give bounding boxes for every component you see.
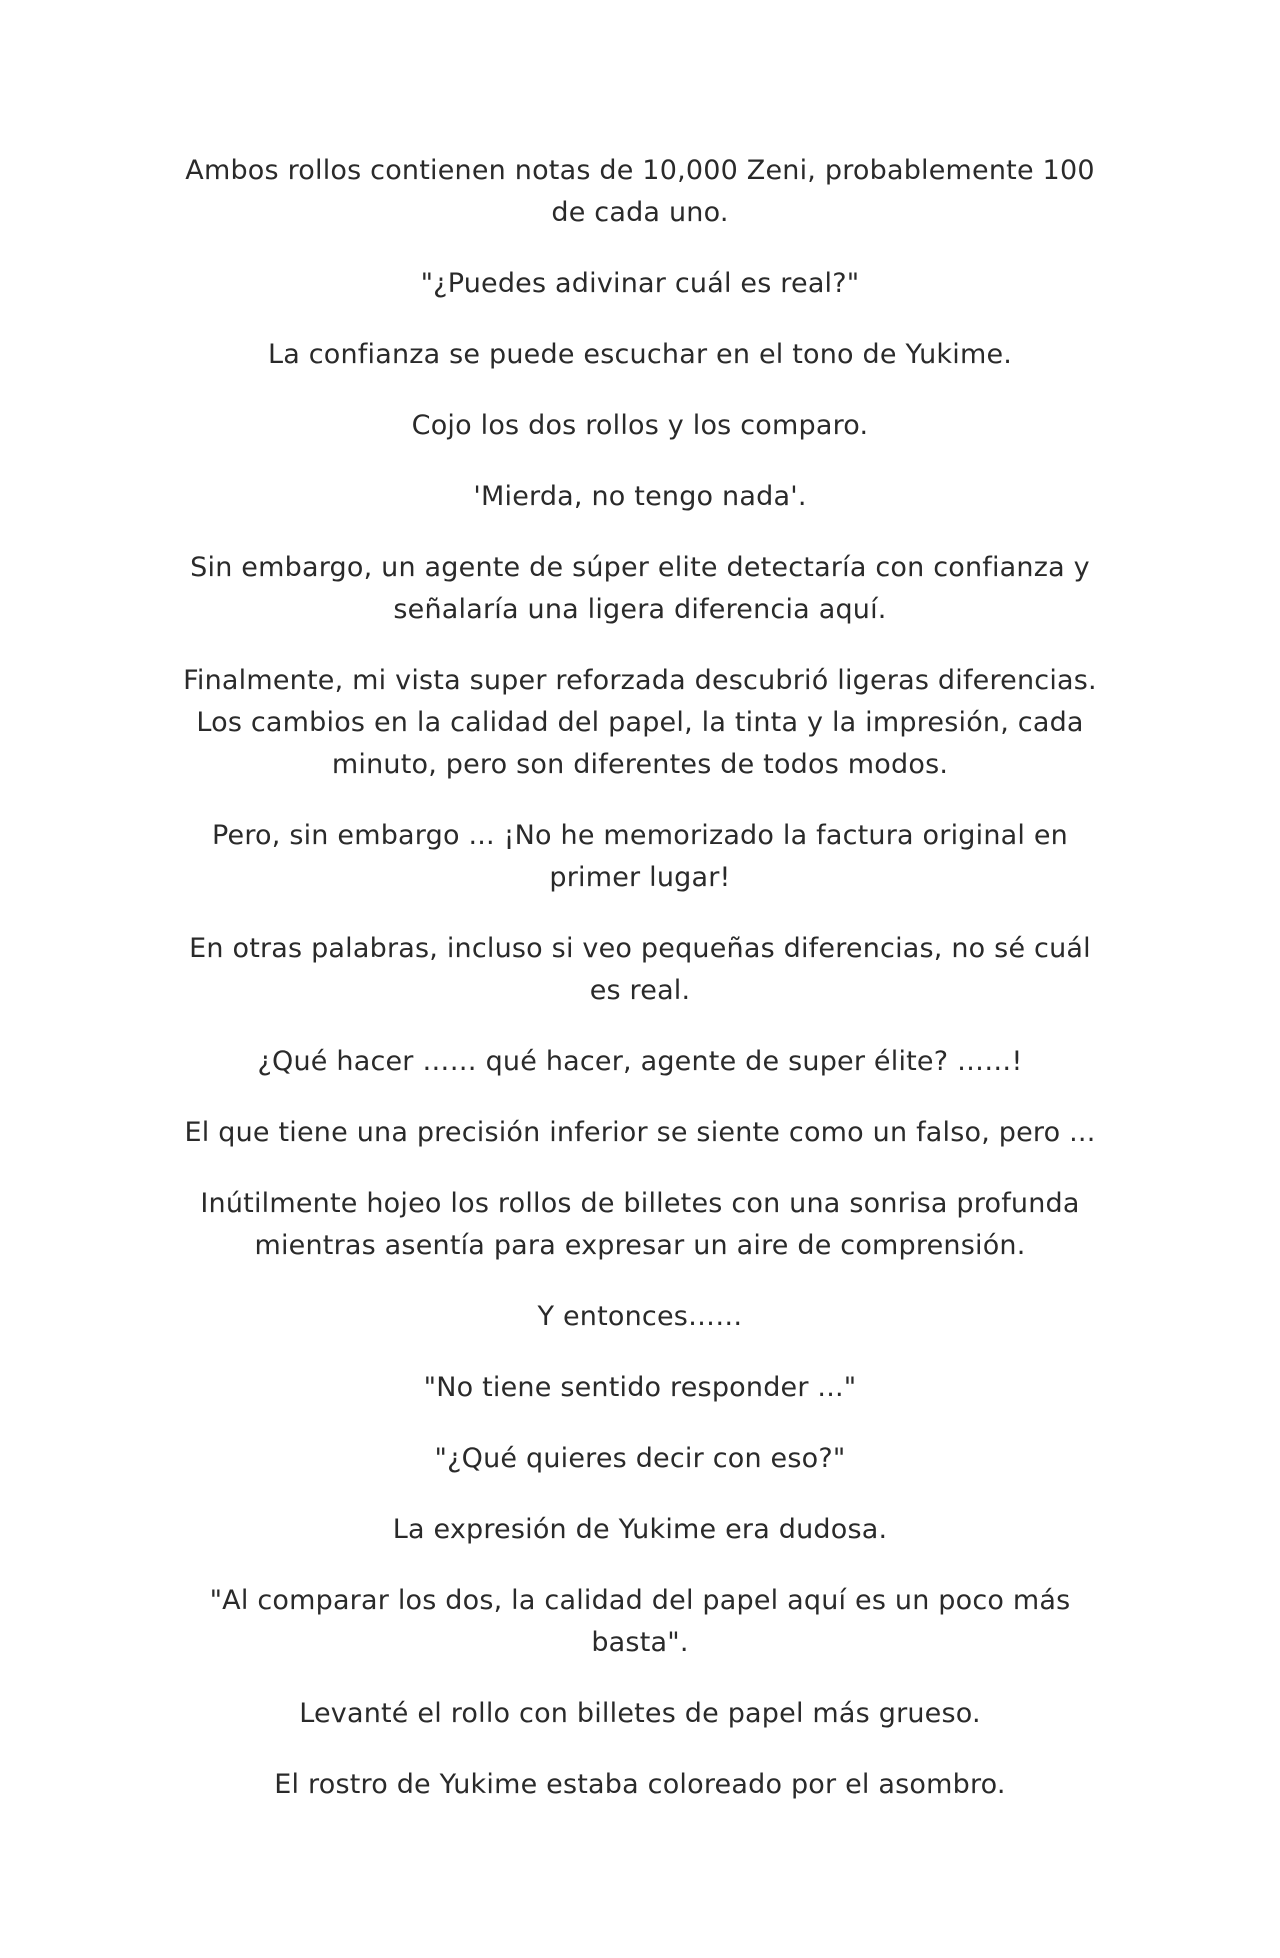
paragraph: "¿Qué quieres decir con eso?": [434, 1443, 846, 1474]
paragraph: Pero, sin embargo ... ¡No he memorizado la factura original en primer lugar!: [212, 820, 1068, 893]
paragraph: Cojo los dos rollos y los comparo.: [411, 410, 869, 441]
paragraph: "No tiene sentido responder ...": [423, 1372, 857, 1403]
paragraph: Levanté el rollo con billetes de papel más grueso.: [299, 1698, 981, 1729]
paragraph: ¿Qué hacer …… qué hacer, agente de super élite? ……!: [257, 1046, 1023, 1077]
paragraph: 'Mierda, no tengo nada'.: [473, 481, 807, 512]
paragraph: La expresión de Yukime era dudosa.: [392, 1514, 888, 1545]
paragraph: "¿Puedes adivinar cuál es real?": [420, 268, 860, 299]
paragraph: Sin embargo, un agente de súper elite detectaría con confianza y señalaría una ligera diferencia aquí.: [190, 552, 1090, 625]
paragraph: Y entonces……: [537, 1301, 743, 1332]
paragraph: El rostro de Yukime estaba coloreado por el asombro.: [274, 1769, 1006, 1800]
paragraph: "Al comparar los dos, la calidad del papel aquí es un poco más basta".: [209, 1585, 1071, 1658]
paragraph: El que tiene una precisión inferior se siente como un falso, pero ...: [184, 1117, 1096, 1148]
paragraph: Finalmente, mi vista super reforzada descubrió ligeras diferencias. Los cambios en la calidad del papel, la tinta y la impresión, cada minuto, pero son diferentes de todos modos.: [183, 665, 1097, 780]
paragraph: Ambos rollos contienen notas de 10,000 Zeni, probablemente 100 de cada uno.: [185, 155, 1095, 228]
paragraph: En otras palabras, incluso si veo pequeñas diferencias, no sé cuál es real.: [189, 933, 1091, 1006]
paragraph: La confianza se puede escuchar en el tono de Yukime.: [267, 339, 1013, 370]
paragraph: Inútilmente hojeo los rollos de billetes con una sonrisa profunda mientras asentía para expresar un aire de comprensión.: [200, 1188, 1080, 1261]
